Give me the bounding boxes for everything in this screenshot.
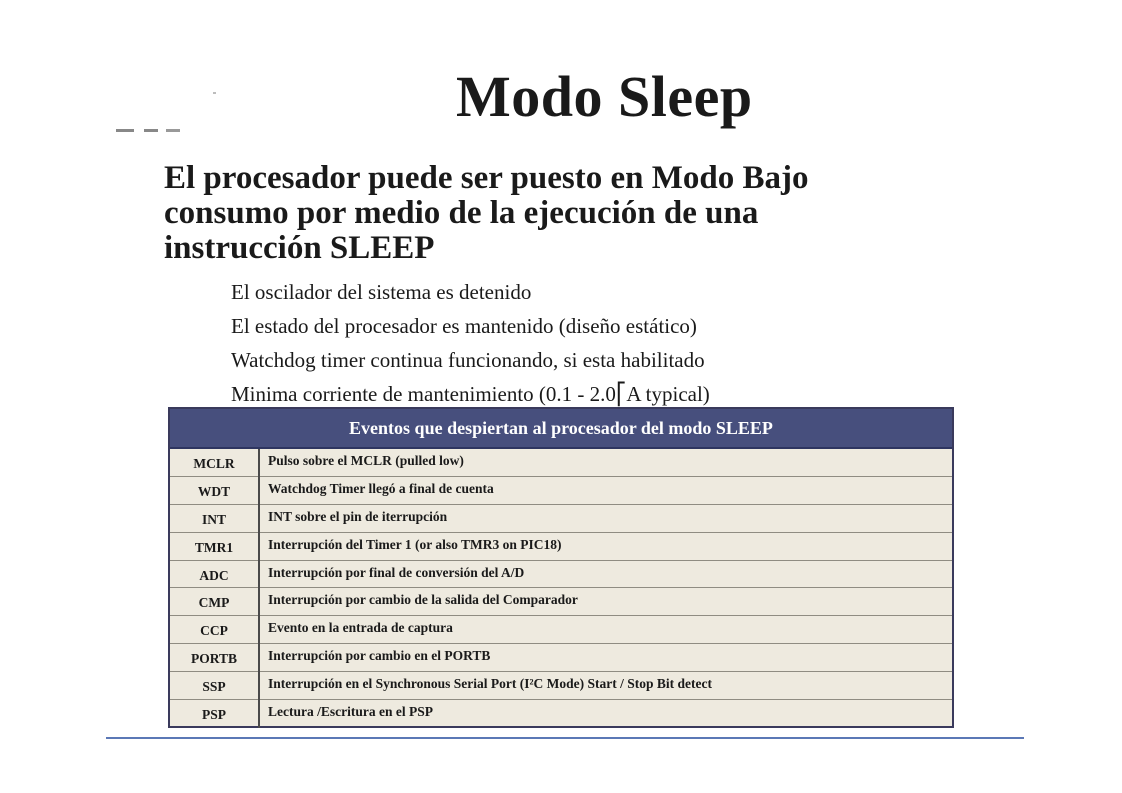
decorative-mark [116, 129, 180, 132]
bullet-item [175, 309, 710, 343]
slide-title: Modo Sleep [456, 64, 753, 129]
event-code: PSP [201, 707, 226, 723]
bullet-text: Watchdog timer continua funcionando, si esta habilitado [231, 347, 705, 372]
event-code: ADC [199, 567, 229, 583]
table-body [170, 449, 952, 728]
bullet-item [175, 343, 710, 377]
event-description: Lectura /Escritura en el PSP [268, 704, 433, 720]
table-row [170, 588, 952, 616]
event-description: Interrupción del Timer 1 (or also TMR3 on PIC18) [268, 536, 562, 552]
table-row [170, 644, 952, 672]
bullet-list [175, 275, 710, 411]
event-description: Interrupción en el Synchronous Serial Port (I²C Mode) Start / Stop Bit detect [268, 676, 713, 692]
table-row [170, 672, 952, 700]
bullet-item [175, 377, 710, 411]
table-row [170, 477, 952, 505]
event-code: CMP [198, 595, 230, 611]
table-row [170, 533, 952, 561]
decorative-mark [213, 92, 216, 94]
event-description: Pulso sobre el MCLR (pulled low) [268, 453, 464, 468]
intro-paragraph: El procesador puede ser puesto en Modo Bajo consumo por medio de la ejecución de una instrucción SLEEP [164, 160, 809, 266]
event-description: Evento en la entrada de captura [268, 620, 453, 636]
event-description: Interrupción por cambio en el PORTB [268, 648, 491, 664]
event-code: SSP [202, 679, 226, 695]
event-description: Interrupción por cambio de la salida del Comparador [268, 592, 578, 608]
event-code: MCLR [193, 456, 235, 471]
event-code: TMR1 [194, 539, 234, 555]
bullet-text: El oscilador del sistema es detenido [231, 279, 532, 304]
event-description: Interrupción por final de conversión del A/D [268, 564, 525, 580]
event-code: INT [201, 511, 226, 527]
table-row [170, 616, 952, 644]
table-row [170, 561, 952, 589]
table-row [170, 505, 952, 533]
bottom-divider [106, 737, 1024, 739]
bullet-text: Minima corriente de mantenimiento (0.1 - 2.0⎡A typical) [231, 381, 710, 406]
table-header: Eventos que despiertan al procesador del modo SLEEP [170, 409, 952, 449]
table-row [170, 700, 952, 728]
table-row [170, 449, 952, 477]
bullet-text: El estado del procesador es mantenido (diseño estático) [231, 313, 697, 338]
bullet-item [175, 275, 710, 309]
event-code: PORTB [190, 651, 238, 667]
wake-events-table [168, 407, 954, 728]
event-description: INT sobre el pin de iterrupción [268, 508, 448, 524]
event-code: WDT [197, 483, 231, 499]
event-code: CCP [200, 623, 228, 639]
event-description: Watchdog Timer llegó a final de cuenta [268, 480, 494, 496]
